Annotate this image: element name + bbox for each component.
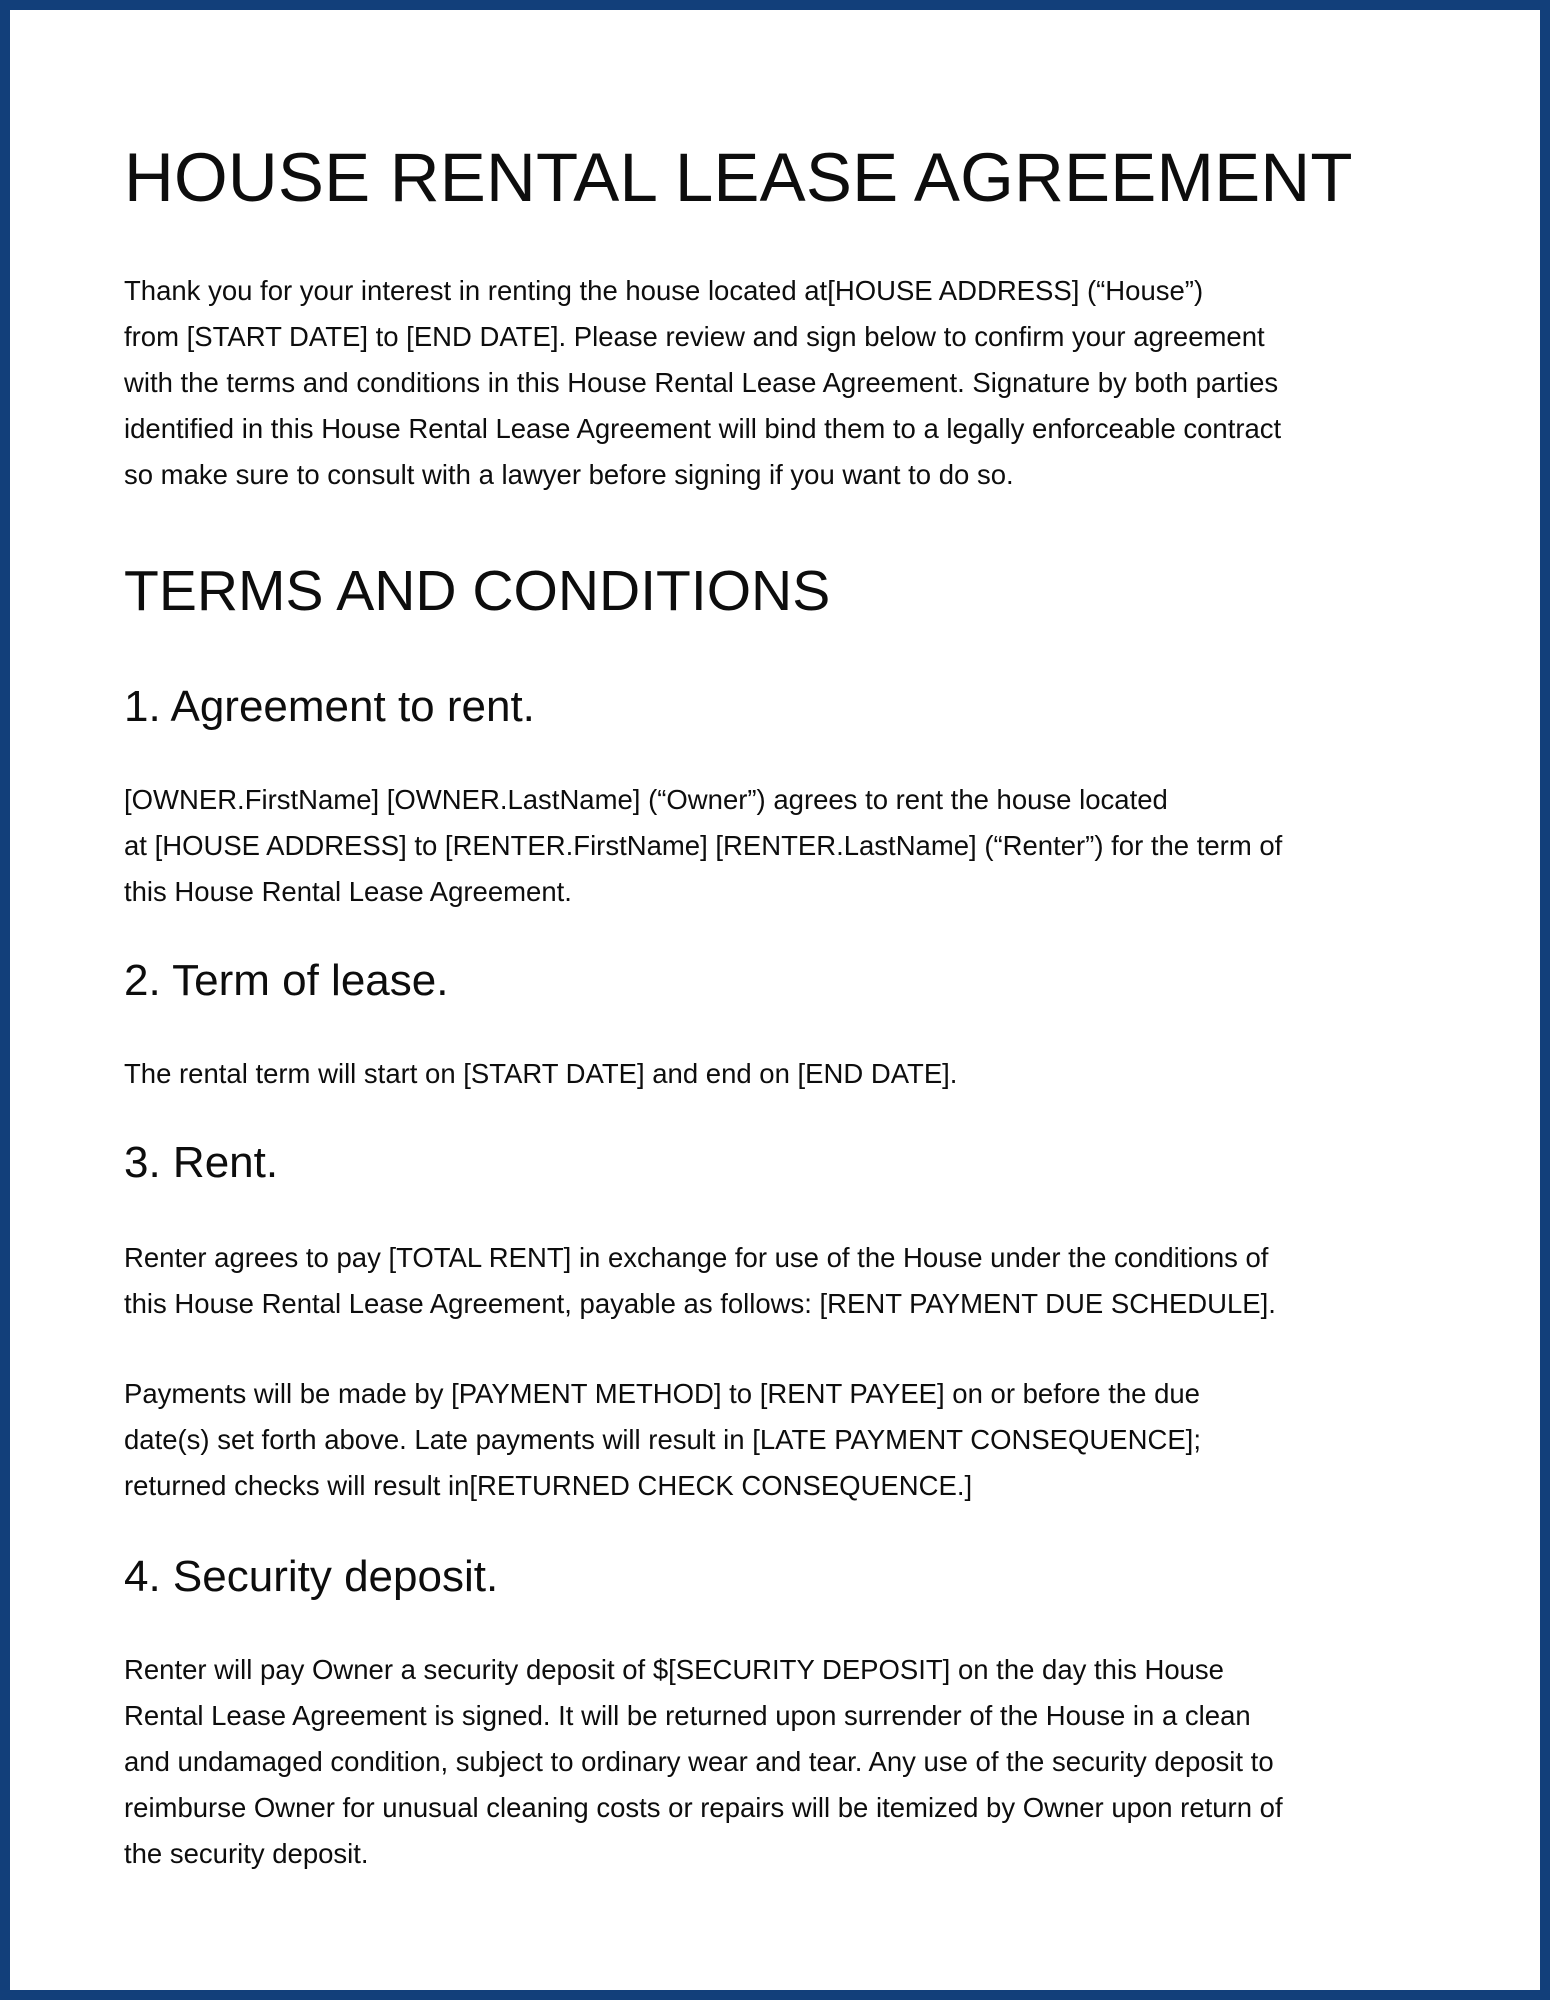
document-title: HOUSE RENTAL LEASE AGREEMENT <box>124 139 1353 216</box>
intro-line: with the terms and conditions in this House Rental Lease Agreement. Signature by both parties <box>124 367 1279 398</box>
section-heading-term-of-lease: 2. Term of lease. <box>124 956 449 1005</box>
paragraph-line: and undamaged condition, subject to ordinary wear and tear. Any use of the security deposit to <box>124 1746 1274 1777</box>
paragraph-line: the security deposit. <box>124 1838 369 1869</box>
intro-paragraph <box>124 268 1281 498</box>
paragraph-line: at [HOUSE ADDRESS] to [RENTER.FirstName] [RENTER.LastName] (“Renter”) for the term of <box>124 830 1283 861</box>
paragraph-line: Rental Lease Agreement is signed. It will be returned upon surrender of the House in a clean <box>124 1700 1251 1731</box>
section-paragraph-security-deposit <box>124 1647 1283 1877</box>
terms-and-conditions-heading: TERMS AND CONDITIONS <box>124 559 831 623</box>
paragraph-line: this House Rental Lease Agreement. <box>124 876 572 907</box>
section-paragraph-rent-terms <box>124 1371 1201 1509</box>
intro-line: Thank you for your interest in renting the house located at[HOUSE ADDRESS] (“House”) <box>124 275 1204 306</box>
section-paragraph-rent-payment <box>124 1235 1276 1327</box>
section-heading-agreement-to-rent: 1. Agreement to rent. <box>124 682 535 731</box>
intro-line: identified in this House Rental Lease Agreement will bind them to a legally enforceable contract <box>124 413 1282 444</box>
intro-line: from [START DATE] to [END DATE]. Please review and sign below to confirm your agreement <box>124 321 1265 352</box>
paragraph-line: returned checks will result in[RETURNED CHECK CONSEQUENCE.] <box>124 1470 973 1501</box>
paragraph-line: The rental term will start on [START DATE] and end on [END DATE]. <box>124 1058 958 1089</box>
section-heading-rent: 3. Rent. <box>124 1138 279 1187</box>
paragraph-line: reimburse Owner for unusual cleaning costs or repairs will be itemized by Owner upon return of <box>124 1792 1283 1823</box>
paragraph-line: [OWNER.FirstName] [OWNER.LastName] (“Owner”) agrees to rent the house located <box>124 784 1168 815</box>
intro-line: so make sure to consult with a lawyer before signing if you want to do so. <box>124 459 1014 490</box>
section-paragraph-agreement-to-rent <box>124 777 1282 915</box>
paragraph-line: date(s) set forth above. Late payments will result in [LATE PAYMENT CONSEQUENCE]; <box>124 1424 1201 1455</box>
paragraph-line: this House Rental Lease Agreement, payable as follows: [RENT PAYMENT DUE SCHEDULE]. <box>124 1288 1276 1319</box>
paragraph-line: Renter will pay Owner a security deposit of $[SECURITY DEPOSIT] on the day this House <box>124 1654 1224 1685</box>
paragraph-line: Payments will be made by [PAYMENT METHOD] to [RENT PAYEE] on or before the due <box>124 1378 1200 1409</box>
section-paragraph-term-of-lease <box>124 1051 957 1097</box>
paragraph-line: Renter agrees to pay [TOTAL RENT] in exchange for use of the House under the conditions of <box>124 1242 1269 1273</box>
section-heading-security-deposit: 4. Security deposit. <box>124 1552 499 1601</box>
